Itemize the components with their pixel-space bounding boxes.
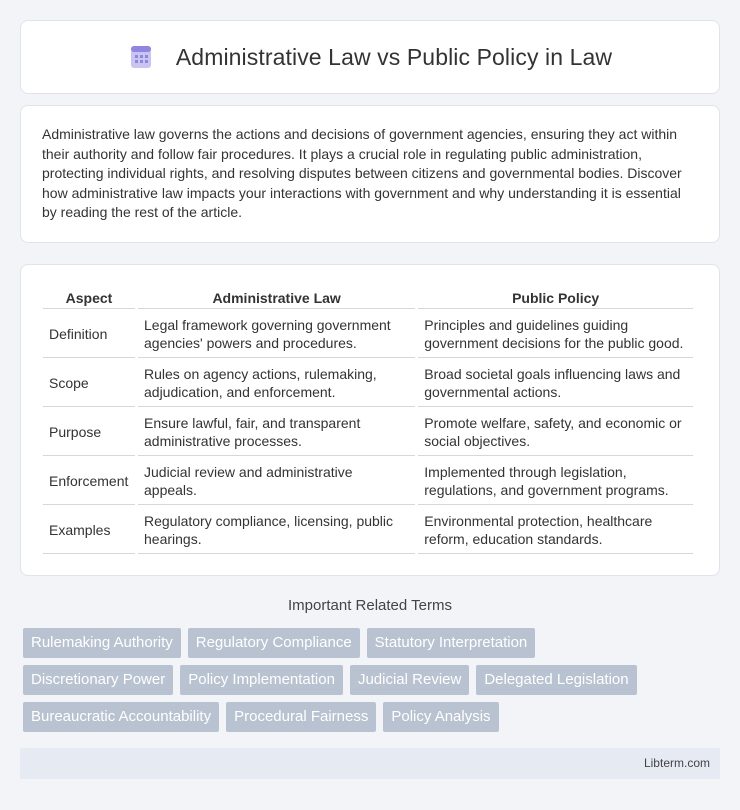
cell-aspect: Purpose xyxy=(43,407,135,456)
tag-statutory-interpretation[interactable]: Statutory Interpretation xyxy=(367,628,536,658)
table-row xyxy=(43,456,693,505)
tag-judicial-review[interactable]: Judicial Review xyxy=(350,665,469,695)
cell-public-policy: Implemented through legislation, regulations, and government programs. xyxy=(418,456,693,505)
intro-text: Administrative law governs the actions and decisions of government agencies, ensuring they act within their authority and follow fair procedures. It plays a crucial role in regulating public administration, protecting individual rights, and resolving disputes between citizens and governmental bodies. Discover how administrative law impacts your interactions with government and why understanding it is essential by reading the rest of the article. xyxy=(42,126,682,221)
cell-administrative-law: Legal framework governing government agencies' powers and procedures. xyxy=(138,309,415,358)
cell-aspect: Examples xyxy=(43,505,135,554)
footer-site-link[interactable]: Libterm.com xyxy=(643,756,710,770)
cell-public-policy: Broad societal goals influencing laws and governmental actions. xyxy=(418,358,693,407)
header-card xyxy=(20,20,720,94)
tag-delegated-legislation[interactable]: Delegated Legislation xyxy=(476,665,636,695)
intro-card xyxy=(20,105,720,243)
tag-regulatory-compliance[interactable]: Regulatory Compliance xyxy=(188,628,360,658)
table-row xyxy=(43,309,693,358)
related-terms-title: Important Related Terms xyxy=(288,597,452,614)
header-public-policy: Public Policy xyxy=(418,285,693,309)
cell-public-policy: Environmental protection, healthcare reform, education standards. xyxy=(418,505,693,554)
cell-aspect: Definition xyxy=(43,309,135,358)
tag-policy-analysis[interactable]: Policy Analysis xyxy=(383,702,498,732)
cell-administrative-law: Regulatory compliance, licensing, public hearings. xyxy=(138,505,415,554)
cell-aspect: Enforcement xyxy=(43,456,135,505)
comparison-card xyxy=(20,264,720,576)
cell-public-policy: Principles and guidelines guiding government decisions for the public good. xyxy=(418,309,693,358)
header-administrative-law: Administrative Law xyxy=(138,285,415,309)
cell-aspect: Scope xyxy=(43,358,135,407)
footer xyxy=(20,748,720,779)
cell-administrative-law: Ensure lawful, fair, and transparent administrative processes. xyxy=(138,407,415,456)
table-row xyxy=(43,505,693,554)
cell-administrative-law: Judicial review and administrative appeals. xyxy=(138,456,415,505)
tag-rulemaking-authority[interactable]: Rulemaking Authority xyxy=(23,628,181,658)
tag-bureaucratic-accountability[interactable]: Bureaucratic Accountability xyxy=(23,702,219,732)
cell-administrative-law: Rules on agency actions, rulemaking, adjudication, and enforcement. xyxy=(138,358,415,407)
comparison-table xyxy=(40,285,696,554)
table-row xyxy=(43,358,693,407)
tag-policy-implementation[interactable]: Policy Implementation xyxy=(180,665,343,695)
document-list-icon xyxy=(128,44,154,70)
header-aspect: Aspect xyxy=(43,285,135,309)
page-title: Administrative Law vs Public Policy in Law xyxy=(175,43,613,70)
cell-public-policy: Promote welfare, safety, and economic or social objectives. xyxy=(418,407,693,456)
related-terms-list xyxy=(23,628,723,739)
tag-discretionary-power[interactable]: Discretionary Power xyxy=(23,665,173,695)
table-row xyxy=(43,407,693,456)
tag-procedural-fairness[interactable]: Procedural Fairness xyxy=(226,702,376,732)
